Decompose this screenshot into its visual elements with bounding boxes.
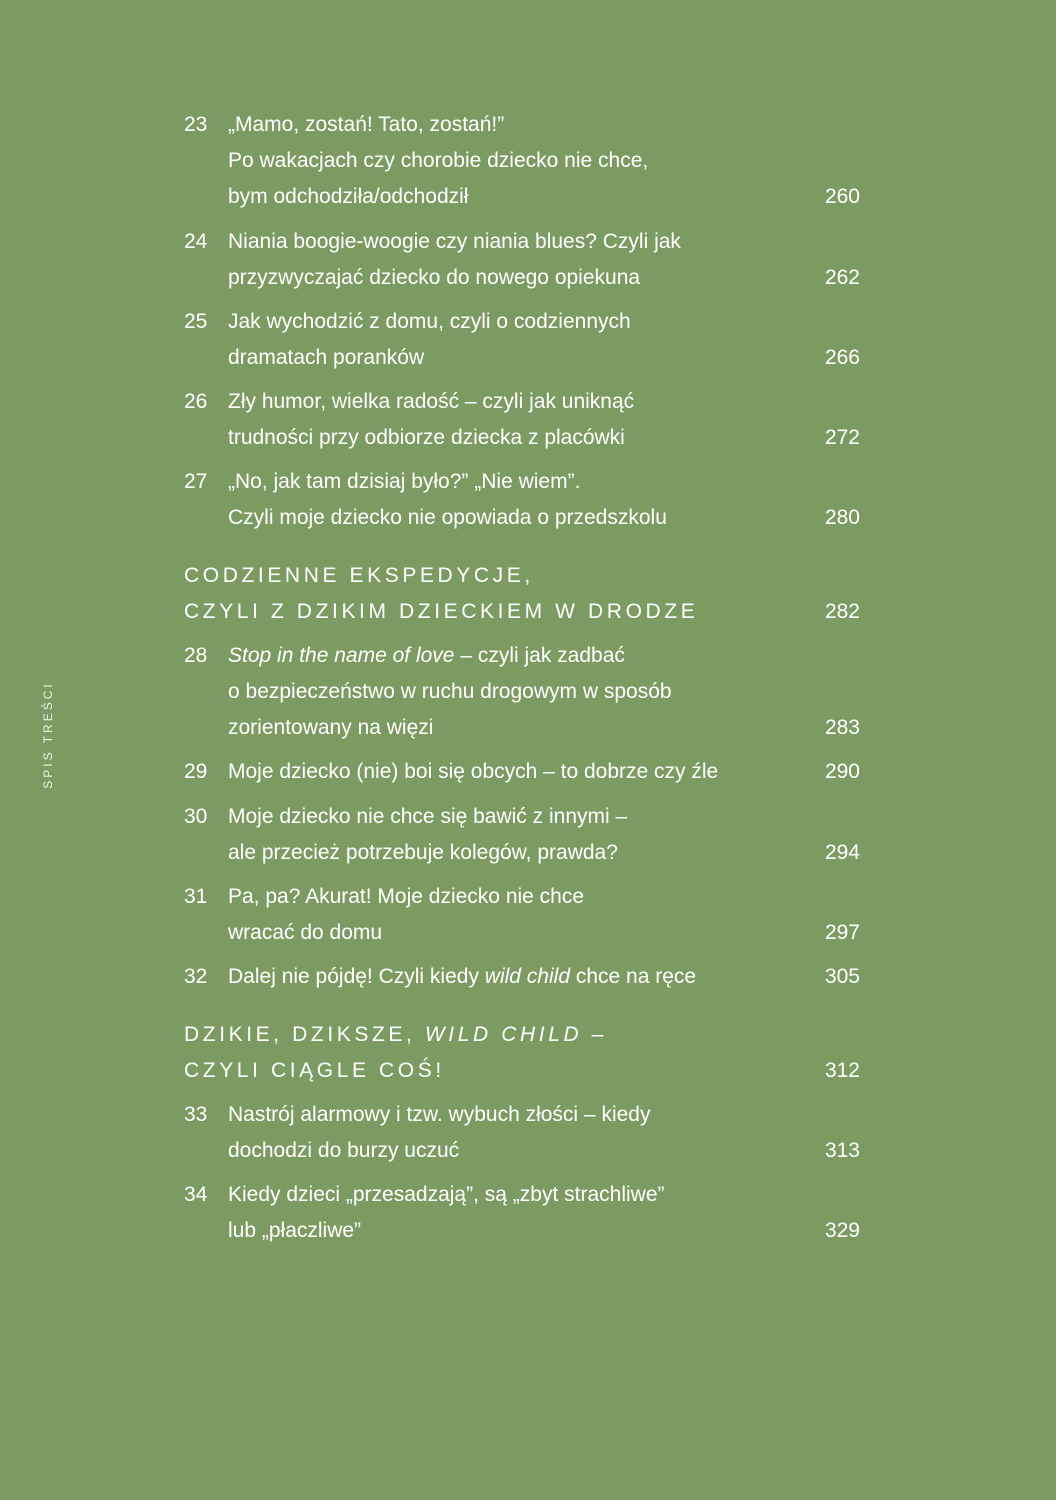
entry-title-line: dochodzi do burzy uczuć <box>228 1139 460 1162</box>
entry-number: 28 <box>184 644 208 667</box>
page-number: 329 <box>824 1219 860 1242</box>
entry-title-line: Jak wychodzić z domu, czyli o codziennych <box>228 310 631 333</box>
page-number: 262 <box>824 266 860 289</box>
entry-title-line: lub „płaczliwe” <box>228 1219 362 1242</box>
page-number: 313 <box>824 1139 860 1162</box>
entry-title-line: Po wakacjach czy chorobie dziecko nie chce, <box>228 149 649 172</box>
page-number: 260 <box>824 185 860 208</box>
page-number: 297 <box>824 921 860 944</box>
entry-title-line: Czyli moje dziecko nie opowiada o przedszkolu <box>228 506 667 529</box>
entry-number: 34 <box>184 1183 208 1206</box>
entry-title-line: ale przecież potrzebuje kolegów, prawda? <box>228 841 618 864</box>
entry-title-line: przyzwyczajać dziecko do nowego opiekuna <box>228 266 641 289</box>
entry-number: 24 <box>184 230 208 253</box>
entry-title-line: „No, jak tam dzisiaj było?” „Nie wiem”. <box>228 470 581 493</box>
page-number: 272 <box>824 426 860 449</box>
entry-number: 25 <box>184 310 208 333</box>
entry-title-line: bym odchodziła/odchodził <box>228 185 469 208</box>
entry-title-line: trudności przy odbiorze dziecka z placówki <box>228 426 625 449</box>
entry-title-line: Moje dziecko (nie) boi się obcych – to dobrze czy źle <box>228 760 719 783</box>
page-number: 280 <box>824 506 860 529</box>
entry-number: 31 <box>184 885 208 908</box>
section-heading[interactable]: DZIKIE, DZIKSZE, WILD CHILD – <box>184 1023 607 1046</box>
page-number: 294 <box>824 841 860 864</box>
entry-title-line: Pa, pa? Akurat! Moje dziecko nie chce <box>228 885 585 908</box>
entry-title-line: dramatach poranków <box>228 346 425 369</box>
entry-title-line: Kiedy dzieci „przesadzają”, są „zbyt strachliwe” <box>228 1183 665 1206</box>
section-heading[interactable]: CODZIENNE EKSPEDYCJE, <box>184 564 534 587</box>
italic-heading: WILD CHILD <box>424 1023 583 1046</box>
running-header-vertical: SPIS TREŚCI <box>41 681 55 789</box>
entry-number: 26 <box>184 390 208 413</box>
italic-title: wild child <box>484 965 570 988</box>
entry-number: 32 <box>184 965 208 988</box>
page-number: 305 <box>824 965 860 988</box>
entry-title-line: zorientowany na więzi <box>228 716 434 739</box>
page-number: 290 <box>824 760 860 783</box>
page-number: 283 <box>824 716 860 739</box>
section-heading-line: CZYLI Z DZIKIM DZIECKIEM W DRODZE <box>184 600 699 623</box>
entry-title-line: wracać do domu <box>228 921 383 944</box>
entry-title-line: Nastrój alarmowy i tzw. wybuch złości – kiedy <box>228 1103 651 1126</box>
entry-number: 27 <box>184 470 208 493</box>
entry-title-line: Stop in the name of love – czyli jak zadbać <box>228 644 625 667</box>
entry-title-line: „Mamo, zostań! Tato, zostań!” <box>228 113 505 136</box>
entry-title-line: o bezpieczeństwo w ruchu drogowym w sposób <box>228 680 672 703</box>
page-number: 266 <box>824 346 860 369</box>
page-number: 282 <box>824 600 860 623</box>
entry-number: 30 <box>184 805 208 828</box>
entry-number: 23 <box>184 113 208 136</box>
entry-title-line: Niania boogie-woogie czy niania blues? Czyli jak <box>228 230 681 253</box>
page-number: 312 <box>824 1059 860 1082</box>
entry-title-line: Zły humor, wielka radość – czyli jak uniknąć <box>228 390 635 413</box>
entry-title-line: Moje dziecko nie chce się bawić z innymi – <box>228 805 628 828</box>
section-heading-line: CZYLI CIĄGLE COŚ! <box>184 1059 445 1082</box>
italic-title: Stop in the name of love <box>228 644 455 667</box>
entry-title-line: Dalej nie pójdę! Czyli kiedy wild child chce na ręce <box>228 965 697 988</box>
entry-number: 33 <box>184 1103 208 1126</box>
entry-number: 29 <box>184 760 208 783</box>
